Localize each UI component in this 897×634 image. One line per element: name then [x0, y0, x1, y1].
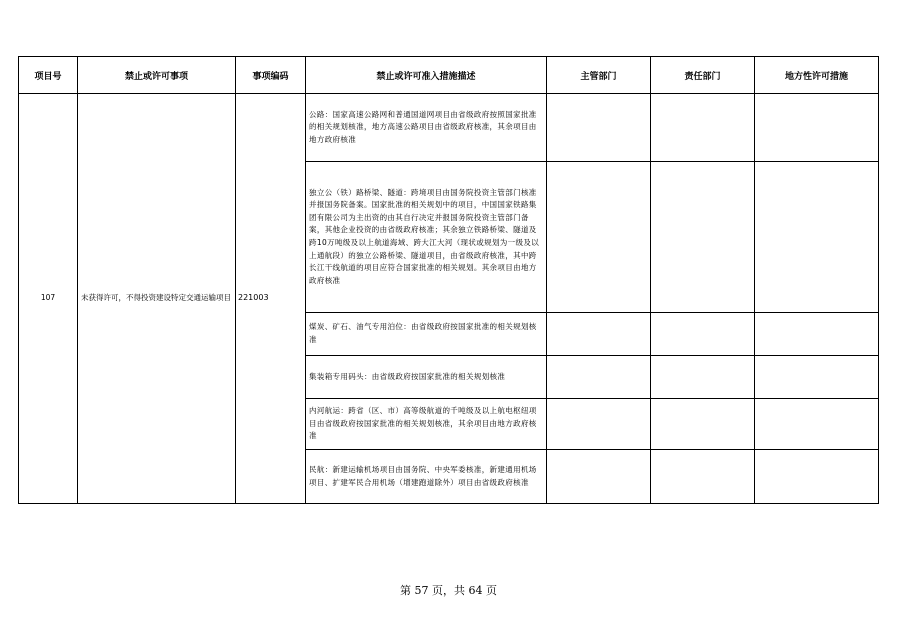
responsible-dept-cell	[651, 94, 755, 162]
responsible-dept-cell	[651, 356, 755, 399]
local-measures-cell	[755, 356, 879, 399]
measure-cell: 内河航运：跨省（区、市）高等级航道的千吨级及以上航电枢纽项目由省级政府按国家批准的相关规划核准，其余项目由地方政府核准	[306, 399, 547, 450]
header-row	[19, 57, 879, 94]
item-matter-cell: 未获得许可，不得投资建设特定交通运输项目	[78, 94, 236, 504]
item-number-cell: 107	[19, 94, 78, 504]
responsible-dept-cell	[651, 162, 755, 313]
header-local-measures: 地方性许可措施	[755, 57, 879, 94]
local-measures-cell	[755, 450, 879, 504]
table-row	[19, 94, 879, 162]
header-competent-dept: 主管部门	[547, 57, 651, 94]
competent-dept-cell	[547, 399, 651, 450]
measure-cell: 民航：新建运输机场项目由国务院、中央军委核准，新建通用机场项目、扩建军民合用机场（增建跑道除外）项目由省级政府核准	[306, 450, 547, 504]
header-responsible-dept: 责任部门	[651, 57, 755, 94]
measure-cell: 集装箱专用码头：由省级政府按国家批准的相关规划核准	[306, 356, 547, 399]
competent-dept-cell	[547, 450, 651, 504]
responsible-dept-cell	[651, 313, 755, 356]
local-measures-cell	[755, 313, 879, 356]
responsible-dept-cell	[651, 399, 755, 450]
local-measures-cell	[755, 399, 879, 450]
competent-dept-cell	[547, 94, 651, 162]
competent-dept-cell	[547, 162, 651, 313]
header-matter: 禁止或许可事项	[78, 57, 236, 94]
competent-dept-cell	[547, 313, 651, 356]
measure-cell: 独立公（铁）路桥梁、隧道：跨境项目由国务院投资主管部门核准并报国务院备案。国家批准的相关规划中的项目，中国国家铁路集团有限公司为主出资的由其自行决定并报国务院投资主管部门备案，其他企业投资的由省级政府核准；其余独立铁路桥梁、隧道及跨10万吨级及以上航道海域、跨大江大河（现状或规划为一级及以上通航段）的独立公路桥梁、隧道项目，由省级政府核准，其中跨长江干线航道的项目应符合国家批准的相关规划。其余项目由地方政府核准	[306, 162, 547, 313]
header-item-number: 项目号	[19, 57, 78, 94]
local-measures-cell	[755, 94, 879, 162]
measure-cell: 公路：国家高速公路网和普通国道网项目由省级政府按照国家批准的相关规划核准，地方高速公路项目由省级政府核准，其余项目由地方政府核准	[306, 94, 547, 162]
permission-list-table	[18, 56, 879, 504]
item-code-cell: 221003	[236, 94, 306, 504]
page-number-footer: 第 57 页，共 64 页	[400, 584, 497, 597]
header-code: 事项编码	[236, 57, 306, 94]
measure-cell: 煤炭、矿石、油气专用泊位：由省级政府按国家批准的相关规划核准	[306, 313, 547, 356]
local-measures-cell	[755, 162, 879, 313]
header-measure-description: 禁止或许可准入措施描述	[306, 57, 547, 94]
responsible-dept-cell	[651, 450, 755, 504]
competent-dept-cell	[547, 356, 651, 399]
